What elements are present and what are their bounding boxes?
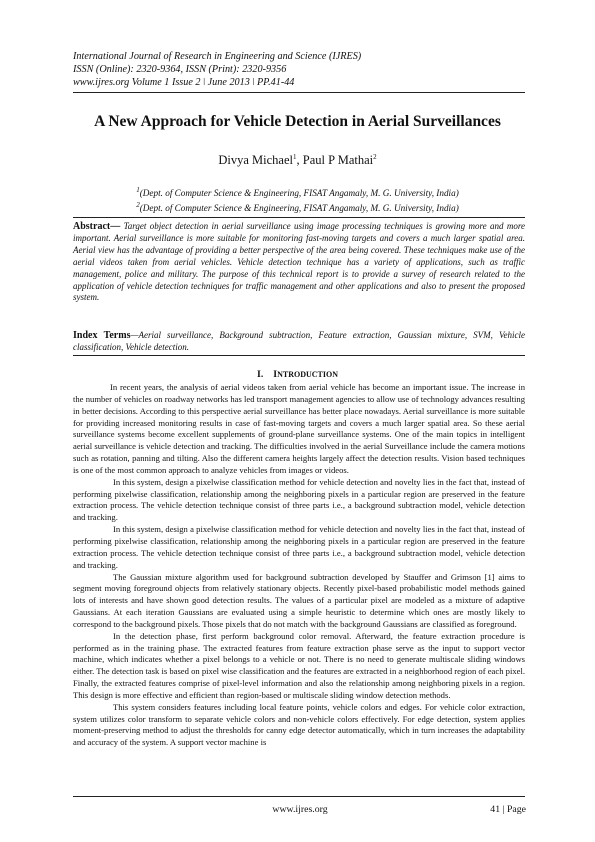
affiliations bbox=[60, 184, 535, 214]
author-separator: , bbox=[296, 153, 303, 168]
footer-url: www.ijres.org bbox=[272, 804, 328, 815]
paragraph: In the detection phase, first perform background color removal. Afterward, the feature extraction procedure is performed as in the training phase. The extracted features from feature extraction phase serve as the input to support vector machine, which indicates whether a pixel belongs to a vehicle or not. There is no need to generate multiscale sliding windows either. The detection task is based on pixel wise classification and the features are extracted in a neighborhood region of each pixel. Finally, the extracted features comprise of pixel-level information and also the relationship among neighboring pixels in a region. This design is more effective and efficient than region-based or multiscale sliding window detection methods. bbox=[73, 630, 525, 700]
abstract-label: Abstract— bbox=[73, 221, 121, 232]
footer-divider bbox=[73, 796, 525, 797]
index-terms bbox=[73, 330, 525, 354]
author-superscript: 2 bbox=[373, 153, 377, 161]
abstract bbox=[73, 221, 525, 304]
author-superscript: 1 bbox=[293, 153, 297, 161]
paragraph: In recent years, the analysis of aerial videos taken from aerial vehicle has become an important issue. The increase in the number of vehicles on roadway networks has led transport management agencies to allow use of technology advances resulting in better decisions. According to this perspective aerial surveillance has better place nowadays. Aerial surveillance is more suitable for providing increased monitoring results in case of fast-moving targets and covers a much larger spatial area. So these aerial surveillance systems become excellent supplements of ground-plane surveillance systems. One of the main topics in intelligent aerial surveillance is vehicle detection and tracking. The difficulties involved in the aerial Surveillance include the camera motions such as rotation, panning and tilting. Also the different camera heights largely affect the detection results. Vision based techniques is one of the most common approach to analyze vehicles from images or videos. bbox=[73, 382, 525, 475]
page-number: 41 | Page bbox=[490, 804, 526, 815]
paragraph: The Gaussian mixture algorithm used for background subtraction developed by Stauffer and Grimson [1] aims to segment moving foreground objects from relatively stationary objects. Recently pixel-based probabilistic model methods gained lots of interests and have shown good detection results. The values of a particular pixel are modeled as a mixture of adaptive Gaussians. At each iteration Gaussians are evaluated using a simple heuristic to determine which ones are mostly likely to correspond to the background pixels. Those pixels that do not match with the background Gaussians are classified as foreground. bbox=[73, 571, 525, 629]
abstract-text: Target object detection in aerial surveillance using image processing techniques is growing more and more important. Aerial surveillance is more suitable for monitoring fast-moving targets and covers a much larger spatial area. Aerial view has the advantage of providing a better perspective of the area being covered. These techniques make use of the aerial videos taken from aerial vehicles. Vehicle detection technique has a variety of applications, such as traffic management, police and military. The purpose of this technical report is to provide a survey of research related to the application of vehicle detection techniques for traffic management and other applications and also to present the proposed system. bbox=[73, 221, 526, 303]
paper-title: A New Approach for Vehicle Detection in Aerial Surveillances bbox=[94, 113, 501, 130]
paragraph: In this system, design a pixelwise classification method for vehicle detection and novelty lies in the fact that, instead of performing pixelwise classification, relationship among the neighboring pixels in a particular region are preserved in the feature extraction process. The vehicle detection technique consist of three parts i.e., a background subtraction model, vehicle detection and tracking. bbox=[73, 524, 525, 570]
section-title-rest: NTRODUCTION bbox=[277, 370, 338, 379]
affiliation bbox=[60, 184, 535, 199]
affiliation bbox=[60, 199, 535, 214]
author-list bbox=[60, 153, 535, 168]
body-text bbox=[73, 382, 525, 749]
header-divider bbox=[73, 92, 525, 93]
section-title-initial: I bbox=[273, 369, 278, 380]
affiliation-text: (Dept. of Computer Science & Engineering, FISAT Angamaly, M. G. University, India) bbox=[139, 203, 459, 214]
abstract-divider bbox=[73, 217, 525, 218]
section-heading bbox=[60, 369, 535, 380]
affiliation-superscript: 2 bbox=[136, 201, 140, 210]
journal-volume: www.ijres.org Volume 1 Issue 2 ǀ June 2013 ǀ PP.41-44 bbox=[73, 77, 295, 88]
section-number: I. bbox=[257, 369, 264, 380]
author-name: Divya Michael bbox=[218, 153, 293, 168]
journal-issn: ISSN (Online): 2320-9364, ISSN (Print): 2320-9356 bbox=[73, 64, 287, 75]
paragraph: In this system, design a pixelwise classification method for vehicle detection and novelty lies in the fact that, instead of performing pixelwise classification, relationship among the neighboring pixels in a particular region are preserved in the feature extraction process. The vehicle detection technique consist of three parts i.e., a background subtraction model, vehicle detection and tracking. bbox=[73, 476, 525, 523]
journal-name: International Journal of Research in Engineering and Science (IJRES) bbox=[73, 51, 362, 62]
paragraph: This system considers features including local feature points, vehicle colors and edges. For vehicle color extraction, system utilizes color transform to separate vehicle colors and non-vehicle colors effectively. For edge detection, system applies moment-preserving method to adjust the thresholds for canny edge detector automatically, which in turn increases the adaptability and accuracy of the system. A support vector machine is bbox=[73, 701, 525, 748]
affiliation-superscript: 1 bbox=[136, 186, 140, 194]
affiliation-text: (Dept. of Computer Science & Engineering, FISAT Angamaly, M. G. University, India) bbox=[139, 188, 459, 199]
index-divider bbox=[73, 355, 525, 356]
journal-header bbox=[73, 50, 533, 89]
index-terms-label: Index Terms bbox=[73, 330, 131, 341]
index-terms-text: —Aerial surveillance, Background subtraction, Feature extraction, Gaussian mixture, SVM, Vehicle classification, Vehicle detection. bbox=[73, 330, 525, 352]
author-name: Paul P Mathai bbox=[302, 153, 374, 168]
